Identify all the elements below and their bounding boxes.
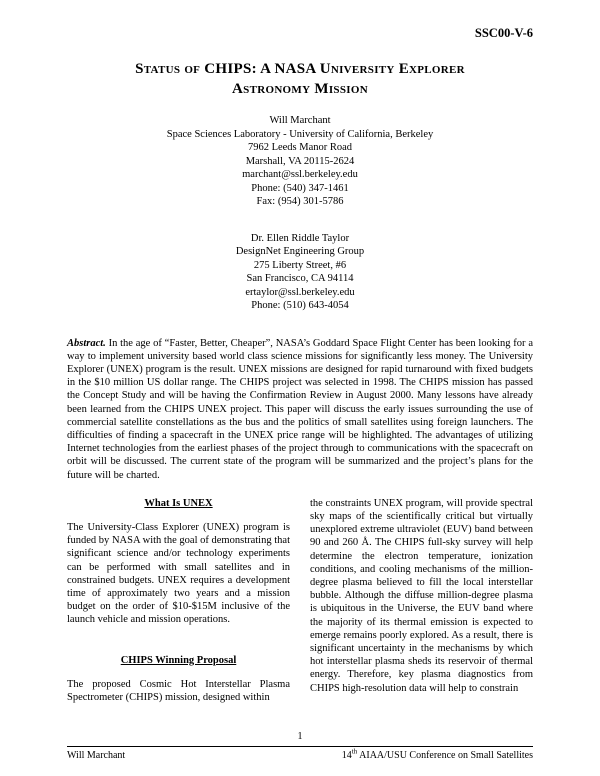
paragraph-chips-proposal: The proposed Cosmic Hot Interstellar Plasma Spectrometer (CHIPS) mission, designed within — [67, 678, 290, 703]
author-address-line: 7962 Leeds Manor Road — [247, 142, 353, 153]
report-number: SSC00-V-6 — [474, 26, 533, 40]
author-fax: Fax: (954) 301-5786 — [256, 196, 344, 207]
paper-title-line1: Status of CHIPS: A NASA University Explorer — [135, 61, 465, 77]
author-email: marchant@ssl.berkeley.edu — [242, 169, 358, 180]
column-right — [310, 497, 533, 704]
author-affiliation: Space Sciences Laboratory - University of California, Berkeley — [166, 128, 434, 140]
paragraph-unex: The University-Class Explorer (UNEX) program is funded by NASA with the goal of demonstrating that significant science and/or technology experiments can be performed with small satellites and in constrained budgets. UNEX requires a development time of approximately two years and a mission budget on the order of $10-$15M inclusive of the launch vehicle and mission operations. — [67, 521, 290, 626]
author-name: Dr. Ellen Riddle Taylor — [250, 232, 350, 244]
author-address-line: Marshall, VA 20115-2624 — [245, 155, 355, 167]
paper-title-line2: Astronomy Mission — [232, 81, 368, 97]
author-block-1 — [67, 114, 533, 209]
author-address-line: San Francisco, CA 94114 — [246, 273, 354, 284]
abstract-text: In the age of “Faster, Better, Cheaper”, NASA’s Goddard Space Flight Center has been looking for a way to implement university based world class science missions for significantly less money. The University Explorer (UNEX) program is the result. UNEX missions are designed for rapid turnaround with fixed budgets in the $10 million US dollar range. The CHIPS project was selected in 1998. The CHIPS mission has passed the Concept Study and will be having the Confirmation Review in August 2000. Many lessons have already been learned from the CHIPS UNEX project. This paper will discuss the early issues surrounding the use of commercial satellite constellations as the bus and the politics of small satellites using foreign launchers. The difficulties of finding a spacecraft in the UNEX price range will be highlighted. The advantages of utilizing Internet technologies from the earliest phases of the project through to communications with the spacecraft on orbit will be discussed. The current state of the program will be summarized and the project’s plans for the future will be charted. — [67, 337, 533, 481]
footer-conference-number: 14 — [341, 750, 352, 761]
section-heading-chips-winning-proposal: CHIPS Winning Proposal — [120, 654, 237, 666]
section-heading-what-is-unex: What Is UNEX — [144, 497, 213, 509]
author-phone: Phone: (510) 643-4054 — [251, 300, 349, 311]
footer-row — [67, 747, 533, 762]
abstract-label: Abstract. — [67, 337, 106, 349]
footer-conference — [341, 747, 533, 762]
paragraph-chips-continued: the constraints UNEX program, will provide spectral sky maps of the scientifically critical but virtually unexplored extreme ultraviolet (EUV) band between 90 and 260 Å. The CHIPS full-sky survey will help determine the electron temperature, ionization conditions, and cooling mechanisms of the million-degree plasma believed to fill the local interstellar bubble. Although the diffuse million-degree plasma is ubiquitous in the Universe, the EUV band where the majority of its thermal emission is expected to emerge remains poorly explored. As a result, there is significant uncertainty in the mechanisms by which hot interstellar plasma sheds its reservoir of thermal energy. Therefore, key plasma diagnostics from CHIPS high-resolution data will help to constrain — [310, 497, 533, 694]
footer-conference-name: AIAA/USU Conference on Small Satellites — [357, 750, 533, 761]
author-email: ertaylor@ssl.berkeley.edu — [245, 286, 355, 298]
footer-rule — [67, 746, 533, 747]
page-number: 1 — [297, 731, 303, 742]
abstract — [67, 337, 533, 482]
author-address-line: 275 Liberty Street, #6 — [253, 259, 347, 271]
footer-conference-ordinal: th — [351, 747, 358, 756]
page-footer — [67, 730, 533, 762]
paper-title — [67, 59, 533, 99]
column-left — [67, 497, 290, 704]
two-column-body — [67, 497, 533, 704]
author-affiliation: DesignNet Engineering Group — [235, 246, 365, 257]
footer-author: Will Marchant — [67, 750, 126, 761]
author-name: Will Marchant — [269, 115, 331, 126]
author-phone: Phone: (540) 347-1461 — [251, 182, 349, 194]
author-block-2 — [67, 232, 533, 313]
